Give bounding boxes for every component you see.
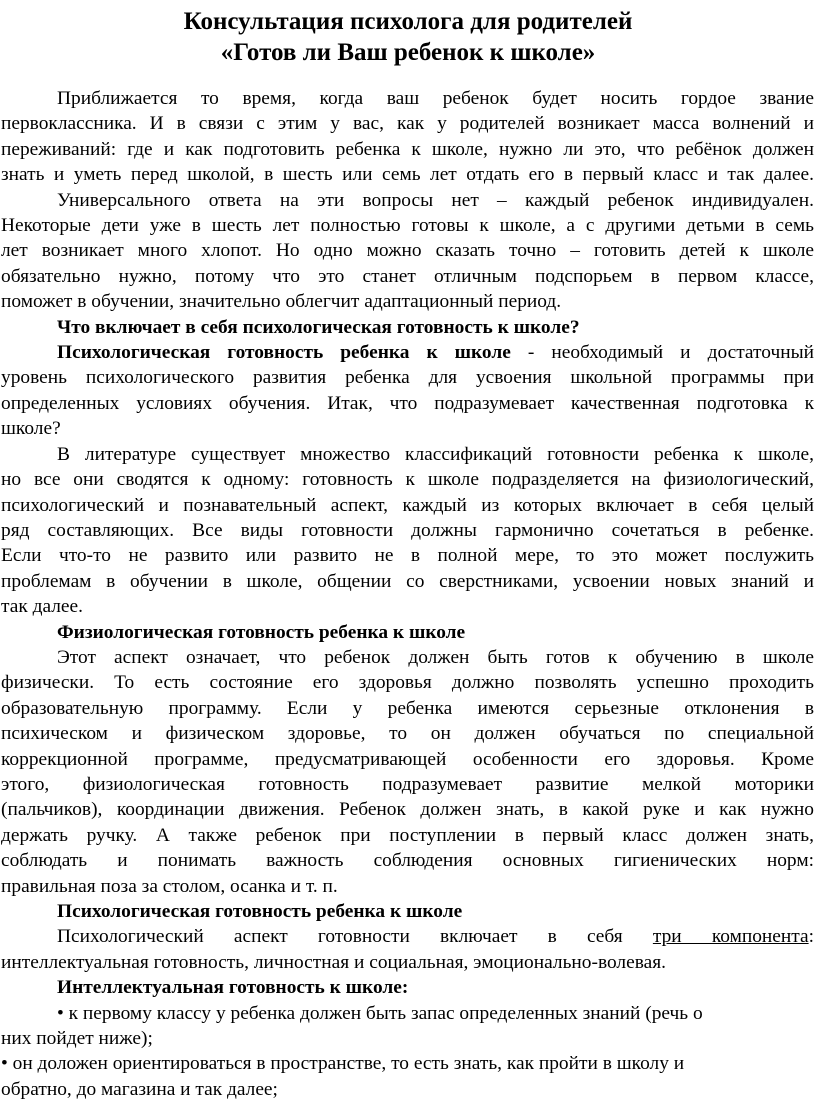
paragraph-line: В литературе существует множество классификаций готовности ребенка к школе, [57,443,814,465]
section-heading: Интеллектуальная готовность к школе: [57,977,409,999]
paragraph-line: проблемам в обучении в школе, общении со сверстниками, усвоении новых знаний и [1,570,814,592]
section-heading: Физиологическая готовность ребенка к школе [57,621,466,643]
paragraph-line: физически. То есть состояние его здоровья должно позволять успешно проходить [1,672,814,694]
paragraph-line: ряд составляющих. Все виды готовности должны гармонично сочетаться в ребенке. [1,519,814,541]
paragraph-line: образовательную программу. Если у ребенка имеются серьезные отклонения в [1,697,814,719]
paragraph-line: психическом и физическом здоровье, то он должен обучаться по специальной [1,723,814,745]
title-line-1: Консультация психолога для родителей [183,8,633,35]
document-title [0,6,816,68]
paragraph-line: Этот аспект означает, что ребенок должен быть готов к обучению в школе [57,646,814,668]
paragraph-line: (пальчиков), координации движения. Ребенок должен знать, в какой руке и как нужно [1,799,814,821]
title-line-2: «Готов ли Ваш ребенок к школе» [220,39,596,66]
paragraph-line: этого, физиологическая готовность подразумевает развитие мелкой моторики [1,773,814,795]
paragraph-line: Приближается то время, когда ваш ребенок будет носить гордое звание [57,88,814,109]
paragraph-line: держать ручку. А также ребенок при поступлении в первый класс должен знать, [1,824,814,846]
paragraph-line: поможет в обучении, значительно облегчит адаптационный период. [1,291,562,313]
document-body [1,86,814,1102]
bold-lead: Психологическая готовность ребенка к школе [57,342,511,364]
paragraph-text: - необходимый и достаточный [510,342,814,364]
underlined-text: три компонента [652,926,809,948]
paragraph-line: но все они сводятся к одному: готовность к школе подразделяется на физиологический, [1,469,814,491]
paragraph-line: Если что-то не развито или развито не в полной мере, то это может послужить [1,545,814,567]
paragraph-line: обязательно нужно, потому что это станет отличным подспорьем в первом классе, [1,265,814,287]
paragraph-line: Некоторые дети уже в шесть лет полностью готовы к школе, а с другими детьми в семь [1,215,814,237]
paragraph-line: так далее. [1,596,83,618]
bullet-line: обратно, до магазина и так далее; [1,1078,278,1100]
paragraph-line: коррекционной программе, предусматривающей особенности его здоровья. Кроме [1,748,814,770]
paragraph-line: психологический и познавательный аспект, каждый из которых включает в себя целый [1,494,814,516]
paragraph-line: переживаний: где и как подготовить ребенка к школе, нужно ли это, что ребёнок должен [1,138,814,160]
paragraph-line: правильная поза за столом, осанка и т. п. [1,875,338,897]
paragraph-text: Психологический аспект готовности включает в себя [57,926,623,948]
paragraph-line: определенных условиях обучения. Итак, что подразумевает качественная подготовка к [1,392,814,414]
paragraph-line [1,340,814,365]
bullet-line: • к первому классу у ребенка должен быть запас определенных знаний (речь о [57,1002,703,1024]
paragraph-line: интеллектуальная готовность, личностная и социальная, эмоционально-волевая. [1,951,666,973]
paragraph-text: : [808,926,814,948]
bullet-line: них пойдет ниже); [1,1028,153,1050]
section-heading: Что включает в себя психологическая готовность к школе? [57,316,580,338]
paragraph-line: лет возникает много хлопот. Но одно можно сказать точно – готовить детей к школе [1,240,814,262]
paragraph-line: соблюдать и понимать важность соблюдения основных гигиенических норм: [1,850,814,872]
paragraph-line: знать и уметь перед школой, в шесть или семь лет отдать его в первый класс и так далее. [1,164,814,186]
bullet-line: • он доложен ориентироваться в пространстве, то есть знать, как пройти в школу и [1,1053,685,1075]
paragraph-line [1,924,814,949]
paragraph-line: Универсального ответа на эти вопросы нет – каждый ребенок индивидуален. [57,189,814,211]
paragraph-line: школе? [1,418,61,440]
section-heading: Психологическая готовность ребенка к школе [57,901,463,922]
paragraph-line: уровень психологического развития ребенка для усвоения школьной программы при [1,367,814,389]
paragraph-line: первоклассника. И в связи с этим у вас, как у родителей возникает масса волнений и [1,113,814,135]
